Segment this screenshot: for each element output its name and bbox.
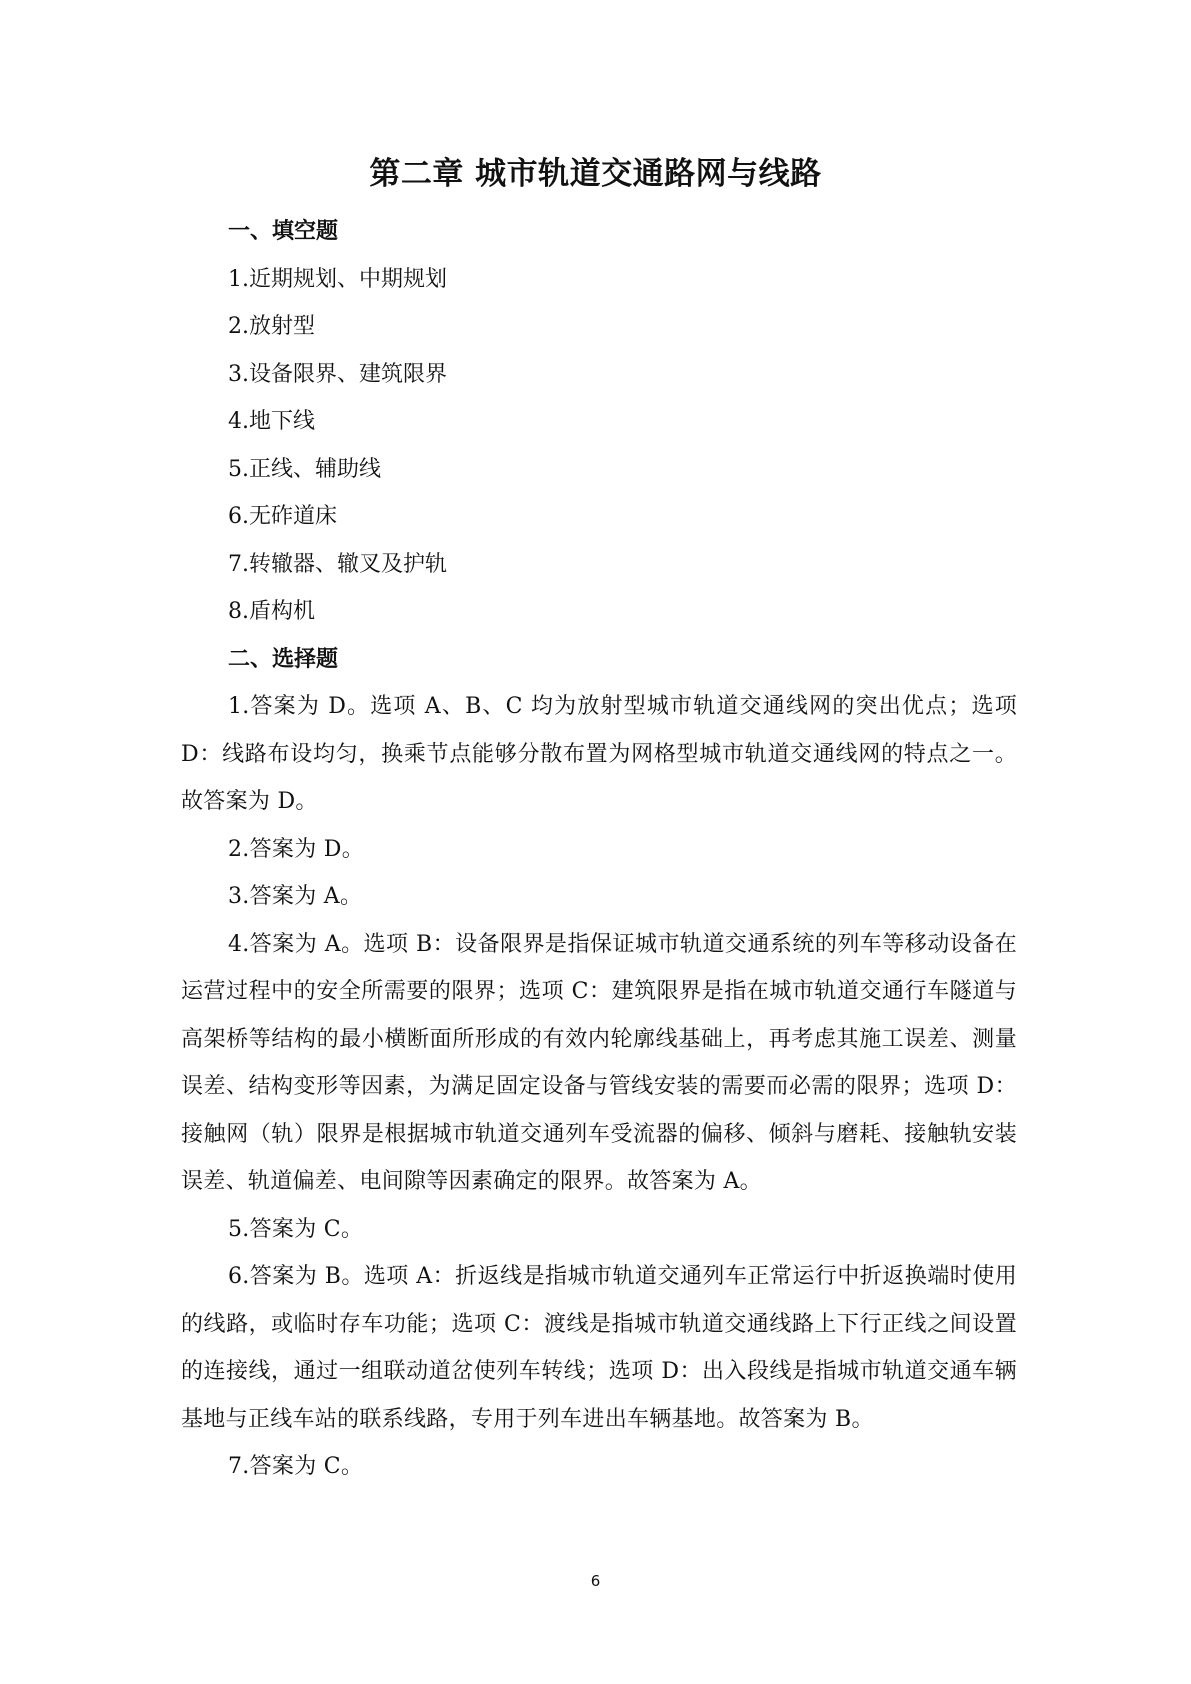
chapter-title: 第二章 城市轨道交通路网与线路 bbox=[369, 156, 822, 192]
fill-in-answer: 5.正线、辅助线 bbox=[228, 456, 381, 482]
choice-answer: 2.答案为 D。 bbox=[228, 836, 365, 862]
choice-answer: 6.答案为 B。选项 A：折返线是指城市轨道交通列车正常运行中折返换端时使用的线路，或临时存车功能；选项 C：渡线是指城市轨道交通线路上下行正线之间设置的连接线，通过一组联动道岔使列车转线；选项 D：出入段线是指城市轨道交通车辆基地与正线车站的联系线路，专用于列车进出车辆基地。故答案为 B。 bbox=[181, 1264, 1017, 1432]
section-heading-multiple-choice: 二、选择题 bbox=[228, 645, 339, 672]
choice-answer: 4.答案为 A。选项 B：设备限界是指保证城市轨道交通系统的列车等移动设备在运营过程中的安全所需要的限界；选项 C：建筑限界是指在城市轨道交通行车隧道与高架桥等结构的最小横断面所形成的有效内轮廓线基础上，再考虑其施工误差、测量误差、结构变形等因素，为满足固定设备与管线安装的需要而必需的限界；选项 D：接触网（轨）限界是根据城市轨道交通列车受流器的偏移、倾斜与磨耗、接触轨安装误差、轨道偏差、电间隙等因素确定的限界。故答案为 A。 bbox=[181, 931, 1017, 1194]
choice-answer: 3.答案为 A。 bbox=[228, 884, 363, 909]
page-number: 6 bbox=[590, 1572, 601, 1590]
fill-in-answer: 2.放射型 bbox=[228, 314, 315, 339]
choice-answer: 1.答案为 D。选项 A、B、C 均为放射型城市轨道交通线网的突出优点；选项 D：线路布设均匀，换乘节点能够分散布置为网格型城市轨道交通线网的特点之一。故答案为 D。 bbox=[181, 694, 1017, 814]
fill-in-answer: 3.设备限界、建筑限界 bbox=[228, 361, 447, 387]
fill-in-answer: 7.转辙器、辙叉及护轨 bbox=[228, 551, 447, 577]
fill-in-answer: 4.地下线 bbox=[228, 409, 315, 434]
page-content bbox=[181, 208, 1017, 1491]
choice-answer: 5.答案为 C。 bbox=[228, 1216, 364, 1242]
fill-in-answer: 8.盾构机 bbox=[228, 599, 315, 624]
choice-answer: 7.答案为 C。 bbox=[228, 1454, 364, 1479]
section-heading-fill-in: 一、填空题 bbox=[228, 218, 339, 244]
fill-in-answer: 6.无砟道床 bbox=[228, 504, 337, 529]
fill-in-answer: 1.近期规划、中期规划 bbox=[228, 266, 447, 292]
